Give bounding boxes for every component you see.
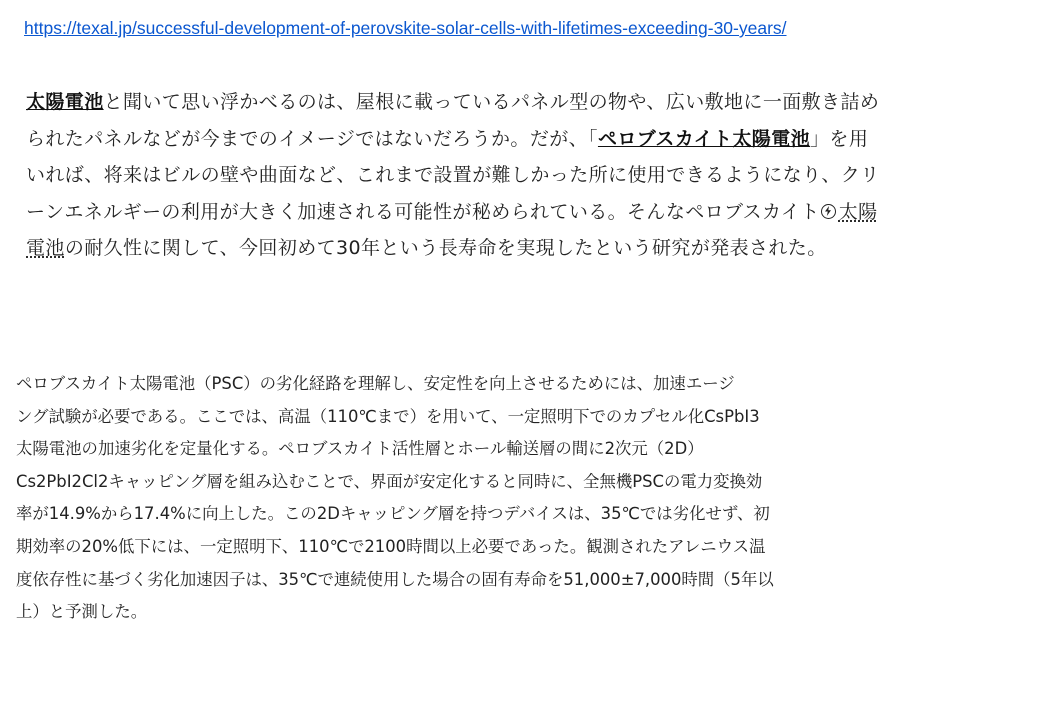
lightning-bolt-icon [821, 204, 836, 219]
abstract-line-6: 期効率の20%低下には、一定照明下、110℃で2100時間以上必要であった。観測されたアレニウス温 [16, 536, 766, 556]
abstract-line-3: 太陽電池の加速劣化を定量化する。ペロブスカイト活性層とホール輸送層の間に2次元（2D） [16, 439, 704, 459]
article-line-5 [26, 230, 1026, 267]
article-line-1 [26, 84, 1026, 121]
abstract-line-5: 率が14.9%から17.4%に向上した。この2Dキャッピング層を持つデバイスは、35℃では劣化せず、初 [16, 504, 770, 524]
solar-cell-dotted-link[interactable]: 太陽 [838, 200, 878, 223]
abstract-line-7: 度依存性に基づく劣化加速因子は、35℃で連続使用した場合の固有寿命を51,000±7,000時間（5年以 [16, 569, 774, 589]
article-text: と聞いて思い浮かべるのは、屋根に載っているパネル型の物や、広い敷地に一面敷き詰め [103, 91, 880, 113]
article-intro-paragraph [26, 84, 1026, 267]
source-url-link[interactable]: https://texal.jp/successful-development-of-perovskite-solar-cells-with-lifetimes-exceeding-30-years/ [24, 18, 787, 38]
research-abstract-paragraph [16, 368, 1016, 629]
perovskite-solar-cell-link[interactable]: ペロブスカイト太陽電池 [597, 127, 811, 150]
article-line-4 [26, 194, 1026, 231]
abstract-line-8: 上）と予測した。 [16, 602, 148, 622]
article-line-3: いれば、将来はビルの壁や曲面など、これまで設置が難しかった所に使用できるようになり、クリ [26, 164, 880, 186]
abstract-line-4: Cs2PbI2Cl2キャッピング層を組み込むことで、界面が安定化すると同時に、全無機PSCの電力変換効 [16, 471, 763, 491]
solar-cell-link[interactable]: 太陽電池 [26, 91, 104, 113]
article-text: られたパネルなどが今までのイメージではないだろうか。だが、「 [26, 127, 598, 150]
abstract-line-1: ペロブスカイト太陽電池（PSC）の劣化経路を理解し、安定性を向上させるためには、加速エージ [16, 374, 735, 393]
abstract-line-2: ング試験が必要である。ここでは、高温（110℃まで）を用いて、一定照明下でのカプセル化CsPbI3 [16, 406, 760, 426]
article-line-2 [26, 121, 1026, 158]
article-text: 」を用 [810, 127, 869, 150]
article-text: ーンエネルギーの利用が大きく加速される可能性が秘められている。そんなペロブスカイト [26, 200, 820, 223]
solar-cell-dotted-link-continued[interactable]: 電池 [26, 237, 65, 259]
article-text: の耐久性に関して、今回初めて30年という長寿命を実現したという研究が発表された。 [64, 237, 827, 259]
